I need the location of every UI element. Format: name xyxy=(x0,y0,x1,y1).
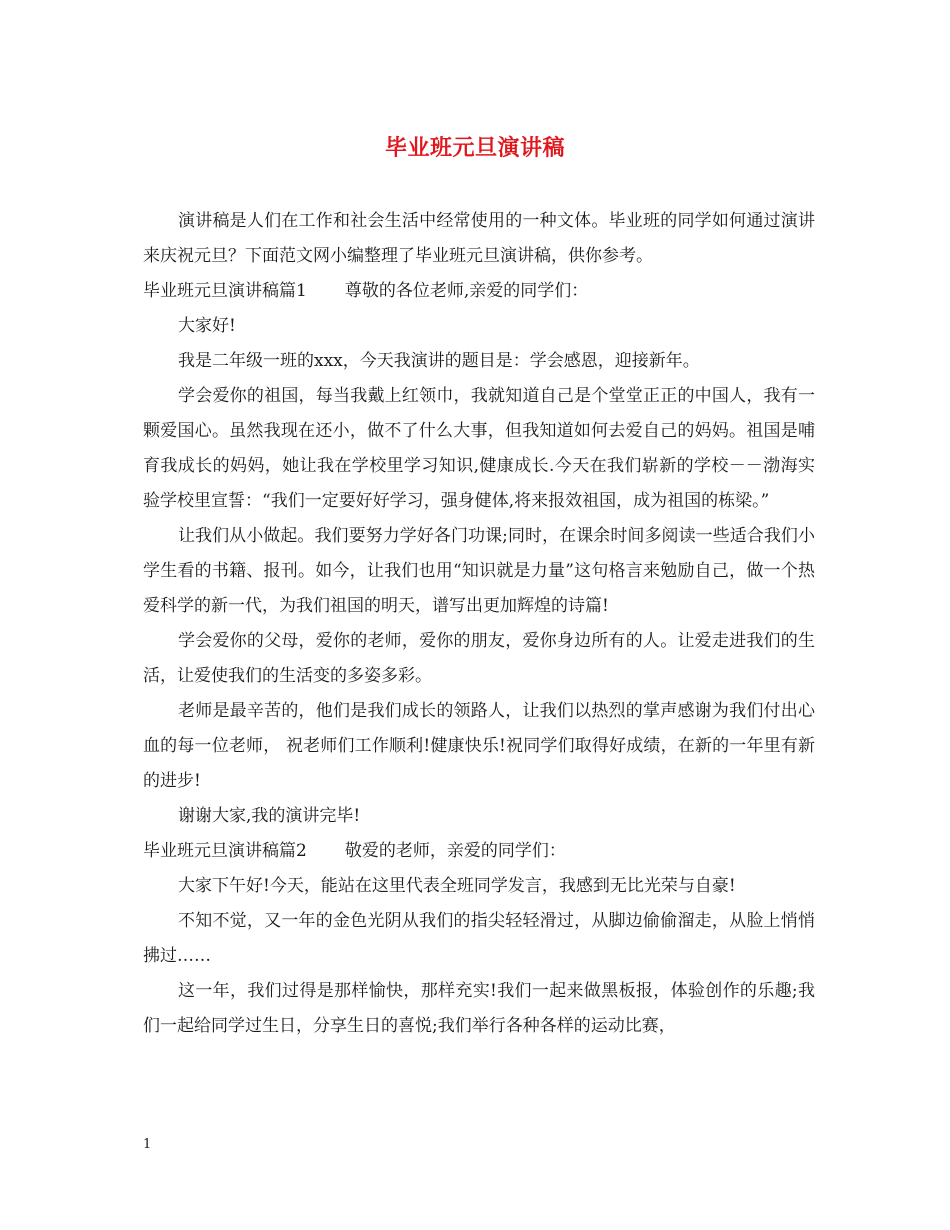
intro-paragraph: 演讲稿是人们在工作和社会生活中经常使用的一种文体。毕业班的同学如何通过演讲来庆祝元旦？下面范文网小编整理了毕业班元旦演讲稿，供你参考。 xyxy=(143,211,815,266)
paragraph: 大家下午好!今天，能站在这里代表全班同学发言，我感到无比光荣与自豪! xyxy=(178,876,736,896)
paragraph: 不知不觉，又一年的金色光阴从我们的指尖轻轻滑过，从脚边偷偷溜走，从脸上悄悄拂过…… xyxy=(143,911,815,966)
paragraph: 我是二年级一班的xxx，今天我演讲的题目是：学会感恩，迎接新年。 xyxy=(178,351,700,371)
paragraph: 让我们从小做起。我们要努力学好各门功课;同时，在课余时间多阅读一些适合我们小学生看的书籍、报刊。如今，让我们也用“知识就是力量”这句格言来勉励自己，做一个热爱科学的新一代，为我们祖国的明天，谱写出更加辉煌的诗篇! xyxy=(143,526,815,616)
section-1-heading-line xyxy=(143,274,815,309)
page-number: 1 xyxy=(143,1137,152,1152)
section-2-heading: 毕业班元旦演讲稿篇2 xyxy=(143,841,307,861)
document-body xyxy=(143,204,815,1044)
document-title: 毕业班元旦演讲稿 xyxy=(384,135,565,161)
section-1-salutation: 尊敬的各位老师,亲爱的同学们： xyxy=(344,281,589,301)
section-2-salutation: 敬爱的老师，亲爱的同学们： xyxy=(344,841,566,861)
paragraph: 学会爱你的祖国，每当我戴上红领巾，我就知道自己是个堂堂正正的中国人，我有一颗爱国心。虽然我现在还小，做不了什么大事，但我知道如何去爱自己的妈妈。祖国是哺育我成长的妈妈，她让我在学校里学习知识,健康成长.今天在我们崭新的学校－－渤海实验学校里宣誓：“我们一定要好好学习，强身健体,将来报效祖国，成为祖国的栋梁。” xyxy=(143,386,815,511)
paragraph: 老师是最辛苦的，他们是我们成长的领路人，让我们以热烈的掌声感谢为我们付出心血的每一位老师， 祝老师们工作顺利!健康快乐!祝同学们取得好成绩，在新的一年里有新的进步! xyxy=(143,701,815,791)
paragraph: 大家好! xyxy=(178,316,236,336)
paragraph: 这一年，我们过得是那样愉快，那样充实!我们一起来做黑板报，体验创作的乐趣;我们一起给同学过生日，分享生日的喜悦;我们举行各种各样的运动比赛， xyxy=(143,981,815,1036)
paragraph: 谢谢大家,我的演讲完毕! xyxy=(178,806,361,826)
section-2-heading-line xyxy=(143,834,815,869)
section-1-heading: 毕业班元旦演讲稿篇1 xyxy=(143,281,307,301)
paragraph: 学会爱你的父母，爱你的老师，爱你的朋友，爱你身边所有的人。让爱走进我们的生活，让爱使我们的生活变的多姿多彩。 xyxy=(143,631,815,686)
